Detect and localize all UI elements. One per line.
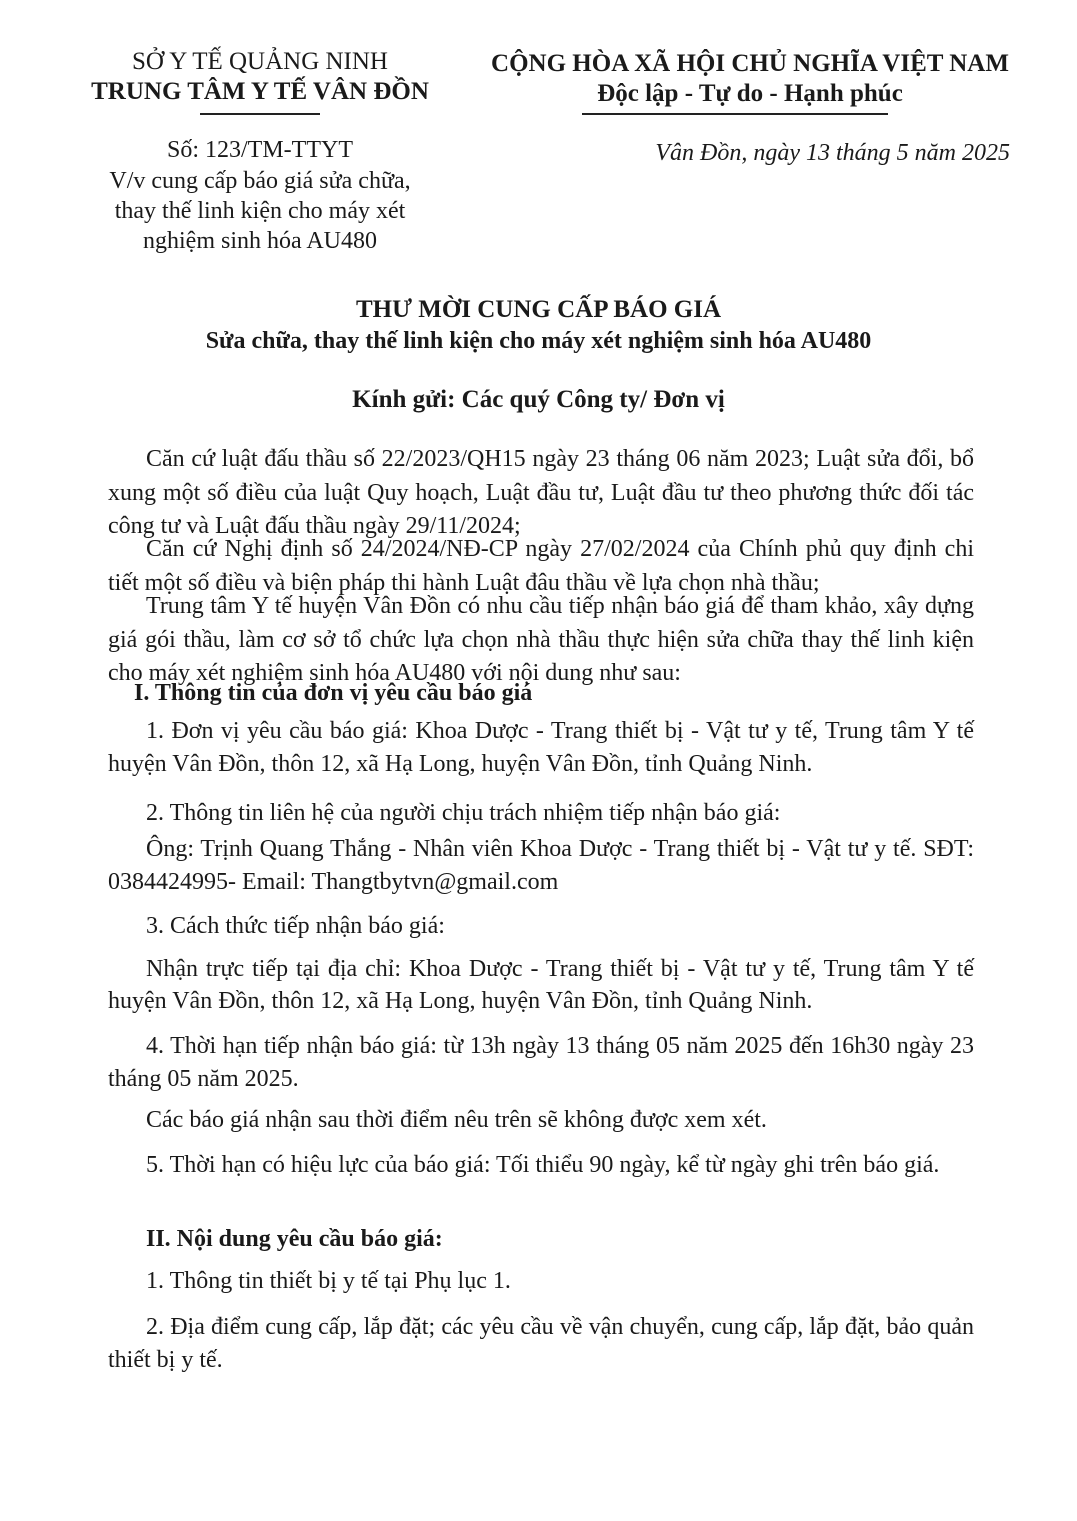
subject-line-3: nghiệm sinh hóa AU480 (143, 228, 377, 254)
intro-paragraph: Trung tâm Y tế huyện Vân Đồn có nhu cầu tiếp nhận báo giá để tham khảo, xây dựng giá gói thầu, làm cơ sở tổ chức lựa chọn nhà thầu thực hiện sửa chữa thay thế linh kiện cho máy xét nghiệm sinh hóa AU480 với nội dung như sau: (108, 593, 974, 686)
document-subtitle: Sửa chữa, thay thế linh kiện cho máy xét nghiệm sinh hóa AU480 (205, 328, 872, 354)
legal-basis-2: Căn cứ Nghị định số 24/2024/NĐ-CP ngày 27/02/2024 của Chính phủ quy định chi tiết một số điều và biện pháp thi hành Luật đâu thầu về lựa chọn nhà thầu; (108, 536, 974, 596)
section-2-item-2: 2. Địa điểm cung cấp, lắp đặt; các yêu cầu về vận chuyển, cung cấp, lắp đặt, bảo quản thiết bị y tế. (108, 1314, 974, 1373)
section-1-item-5: 5. Thời hạn có hiệu lực của báo giá: Tối thiểu 90 ngày, kể từ ngày ghi trên báo giá. (146, 1152, 940, 1178)
document-title: THƯ MỜI CUNG CẤP BÁO GIÁ (355, 296, 722, 323)
national-motto: Độc lập - Tự do - Hạnh phúc (597, 80, 903, 107)
recipient: Kính gửi: Các quý Công ty/ Đơn vị (352, 386, 725, 413)
section-2-title: II. Nội dung yêu cầu báo giá: (146, 1226, 443, 1252)
section-1-item-1: 1. Đơn vị yêu cầu báo giá: Khoa Dược - Trang thiết bị - Vật tư y tế, Trung tâm Y tế huyện Vân Đồn, thôn 12, xã Hạ Long, huyện Vân Đồn, tỉnh Quảng Ninh. (108, 718, 974, 777)
subject-line-2: thay thế linh kiện cho máy xét (114, 198, 406, 224)
document-number: Số: 123/TM-TTYT (167, 137, 353, 163)
legal-basis-1: Căn cứ luật đấu thầu số 22/2023/QH15 ngày 23 tháng 06 năm 2023; Luật sửa đổi, bổ xung một số điều của luật Quy hoạch, Luật đầu tư, Luật đầu tư theo phương thức đối tác công tư và Luật đấu thầu ngày 29/11/2024; (108, 446, 974, 539)
national-title: CỘNG HÒA XÃ HỘI CHỦ NGHĨA VIỆT NAM (491, 50, 1009, 77)
section-1-contact: Ông: Trịnh Quang Thắng - Nhân viên Khoa Dược - Trang thiết bị - Vật tư y tế. SĐT: 0384424995- Email: Thangtbytvn@gmail.com (108, 836, 974, 895)
motto-underline (582, 113, 888, 115)
section-1-title: I. Thông tin của đơn vị yêu cầu báo giá (134, 680, 533, 706)
section-1-item-4: 4. Thời hạn tiếp nhận báo giá: từ 13h ngày 13 tháng 05 năm 2025 đến 16h30 ngày 23 tháng 05 năm 2025. (108, 1033, 974, 1092)
subject-line-1: V/v cung cấp báo giá sửa chữa, (109, 168, 411, 194)
agency-parent: SỞ Y TẾ QUẢNG NINH (131, 48, 388, 75)
section-1-item-3: 3. Cách thức tiếp nhận báo giá: (146, 913, 445, 939)
section-1-item-3-detail: Nhận trực tiếp tại địa chỉ: Khoa Dược - Trang thiết bị - Vật tư y tế, Trung tâm Y tế huyện Vân Đồn, thôn 12, xã Hạ Long, huyện Vân Đồn, tỉnh Quảng Ninh. (108, 956, 974, 1014)
section-2-item-1: 1. Thông tin thiết bị y tế tại Phụ lục 1. (146, 1268, 511, 1294)
section-1-item-2: 2. Thông tin liên hệ của người chịu trách nhiệm tiếp nhận báo giá: (146, 800, 781, 826)
agency-name: TRUNG TÂM Y TẾ VÂN ĐỒN (91, 78, 429, 105)
place-date: Vân Đồn, ngày 13 tháng 5 năm 2025 (655, 140, 1010, 166)
section-1-item-4-note: Các báo giá nhận sau thời điểm nêu trên sẽ không được xem xét. (146, 1107, 767, 1133)
agency-underline (200, 113, 320, 115)
